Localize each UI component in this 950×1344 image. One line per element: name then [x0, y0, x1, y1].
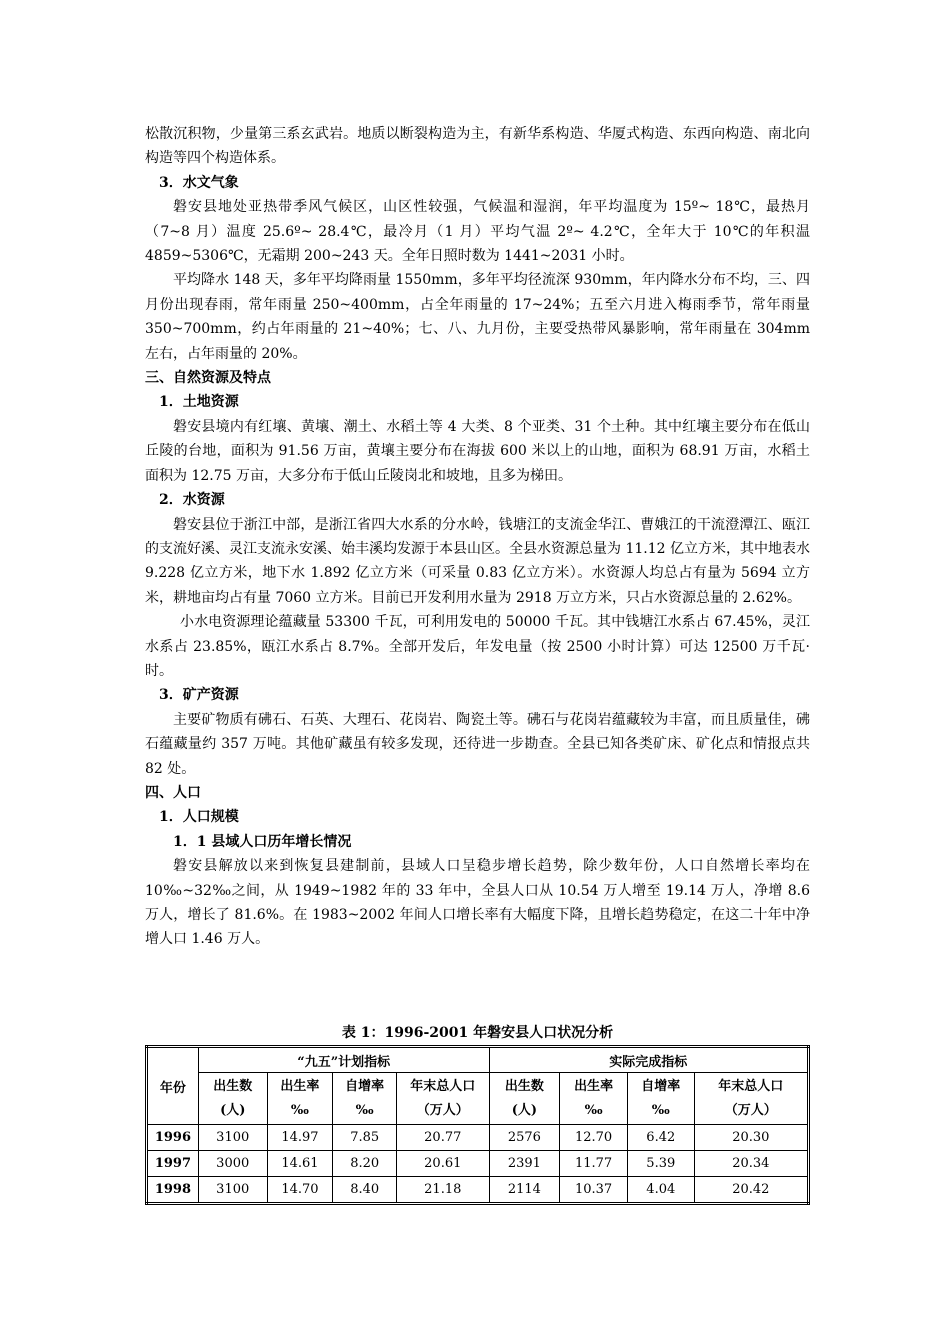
table-cell: 5.39 — [627, 1151, 694, 1177]
header-plan-birth-rate: 出生率 ‰ — [267, 1073, 333, 1125]
table-cell: 3100 — [198, 1177, 267, 1204]
paragraph-rainfall: 平均降水 148 天，多年平均降雨量 1550mm，多年平均径流深 930mm，年内降水分布不均，三、四月份出现春雨，常年雨量 250~400mm，占全年雨量的 17~24%；五至六月进入梅雨季节，常年雨量 350~700mm，约占年雨量的 21~40%；七、八、九月份，主要受热带风暴影响，常年雨量在 304mm 左右，占年雨量的 20%。 — [145, 272, 810, 362]
table-cell: 20.77 — [397, 1125, 490, 1151]
table-cell: 2576 — [489, 1125, 560, 1151]
heading-land-resources: 1．土地资源 — [159, 394, 239, 411]
table-cell: 20.34 — [694, 1151, 808, 1177]
paragraph-land: 磐安县境内有红壤、黄壤、潮土、水稻土等 4 大类、8 个亚类、31 个土种。其中红壤主要分布在低山丘陵的台地，面积为 91.56 万亩，黄壤主要分布在海拔 600 米以上的山地，面积为 68.91 万亩，水稻土面积为 12.75 万亩，大多分布于低山丘陵岗北和坡地，且多为梯田。 — [145, 418, 810, 484]
population-table — [145, 1045, 810, 1205]
paragraph-climate: 磐安县地处亚热带季风气候区，山区性较强，气候温和湿润，年平均温度为 15º~ 18℃，最热月（7~8 月）温度 25.6º~ 28.4℃，最冷月（1 月）平均气温 2º~ 4.2℃，全年大于 10℃的年积温 4859~5306℃，无霜期 200~243 天。全年日照时数为 1441~2031 小时。 — [145, 199, 810, 265]
heading-population-scale: 1．人口规模 — [159, 809, 239, 826]
header-plan-group: “九五”计划指标 — [198, 1047, 489, 1073]
heading-population: 四、人口 — [145, 784, 201, 801]
table-cell-year: 1996 — [147, 1125, 199, 1151]
table-cell-year: 1998 — [147, 1177, 199, 1204]
heading-natural-resources: 三、自然资源及特点 — [145, 370, 271, 387]
table-cell: 14.70 — [267, 1177, 333, 1204]
table-cell: 3100 — [198, 1125, 267, 1151]
paragraph-minerals: 主要矿物质有砩石、石英、大理石、花岗岩、陶瓷土等。砩石与花岗岩蕴藏较为丰富，而且质量佳，砩石蕴藏量约 357 万吨。其他矿藏虽有较多发现，还待进一步勘查。全县已知各类矿床、矿化点和情报点共 82 处。 — [145, 711, 810, 777]
table-cell: 14.97 — [267, 1125, 333, 1151]
heading-population-growth: 1．1 县域人口历年增长情况 — [173, 833, 352, 850]
table-cell: 14.61 — [267, 1151, 333, 1177]
table-cell-year: 1997 — [147, 1151, 199, 1177]
heading-mineral-resources: 3．矿产资源 — [159, 687, 239, 704]
header-plan-births: 出生数 (人) — [198, 1073, 267, 1125]
table-cell: 12.70 — [560, 1125, 628, 1151]
table-cell: 4.04 — [627, 1177, 694, 1204]
paragraph-hydropower: 小水电资源理论蕴藏量 53300 千瓦，可利用发电的 50000 千瓦。其中钱塘江水系占 67.45%，灵江水系占 23.85%，瓯江水系占 8.7%。全部开发后，年发电量（按 2500 小时计算）可达 12500 万千瓦·时。 — [145, 614, 810, 679]
header-actual-birth-rate: 出生率 ‰ — [560, 1073, 628, 1125]
table-row — [147, 1125, 809, 1151]
table-cell: 6.42 — [627, 1125, 694, 1151]
table-cell: 7.85 — [333, 1125, 397, 1151]
table-cell: 20.61 — [397, 1151, 490, 1177]
paragraph-population: 磐安县解放以来到恢复县建制前，县域人口呈稳步增长趋势，除少数年份，人口自然增长率均在 10‰~32‰之间，从 1949~1982 年的 33 年中，全县人口从 10.54 万人增至 19.14 万人，净增 8.6 万人，增长了 81.6%。在 1983~2002 年间人口增长率有大幅度下降，且增长趋势稳定，在这二十年中净增人口 1.46 万人。 — [145, 858, 810, 948]
table-cell: 21.18 — [397, 1177, 490, 1204]
table-cell: 20.30 — [694, 1125, 808, 1151]
table-caption: 表 1：1996-2001 年磐安县人口状况分析 — [341, 1025, 614, 1041]
header-actual-total-pop: 年末总人口 （万人） — [694, 1073, 808, 1125]
heading-water-resources: 2．水资源 — [159, 492, 225, 509]
heading-hydrology-climate: 3．水文气象 — [159, 174, 239, 191]
table-cell: 10.37 — [560, 1177, 628, 1204]
table-cell: 8.40 — [333, 1177, 397, 1204]
table-row — [147, 1177, 809, 1204]
table-cell: 2391 — [489, 1151, 560, 1177]
header-plan-growth-rate: 自增率 ‰ — [333, 1073, 397, 1125]
table-cell: 20.42 — [694, 1177, 808, 1204]
header-actual-growth-rate: 自增率 ‰ — [627, 1073, 694, 1125]
header-year: 年份 — [147, 1047, 199, 1125]
paragraph-geology: 松散沉积物，少量第三系玄武岩。地质以断裂构造为主，有新华系构造、华厦式构造、东西向构造、南北向构造等四个构造体系。 — [145, 126, 810, 167]
table-cell: 8.20 — [333, 1151, 397, 1177]
header-actual-group: 实际完成指标 — [489, 1047, 808, 1073]
table-cell: 2114 — [489, 1177, 560, 1204]
document-body — [145, 122, 810, 952]
paragraph-water: 磐安县位于浙江中部，是浙江省四大水系的分水岭，钱塘江的支流金华江、曹娥江的干流澄潭江、瓯江的支流好溪、灵江支流永安溪、始丰溪均发源于本县山区。全县水资源总量为 11.12 亿立方米，其中地表水 9.228 亿立方米，地下水 1.892 亿立方米（可采量 0.83 亿立方米）。水资源人均总占有量为 5694 立方米，耕地亩均占有量 7060 立方米。目前已开发利用水量为 2918 万立方米，只占水资源总量的 2.62%。 — [145, 516, 810, 606]
table-cell: 11.77 — [560, 1151, 628, 1177]
table-row — [147, 1151, 809, 1177]
table-cell: 3000 — [198, 1151, 267, 1177]
header-actual-births: 出生数 (人) — [489, 1073, 560, 1125]
header-plan-total-pop: 年末总人口 （万人） — [397, 1073, 490, 1125]
